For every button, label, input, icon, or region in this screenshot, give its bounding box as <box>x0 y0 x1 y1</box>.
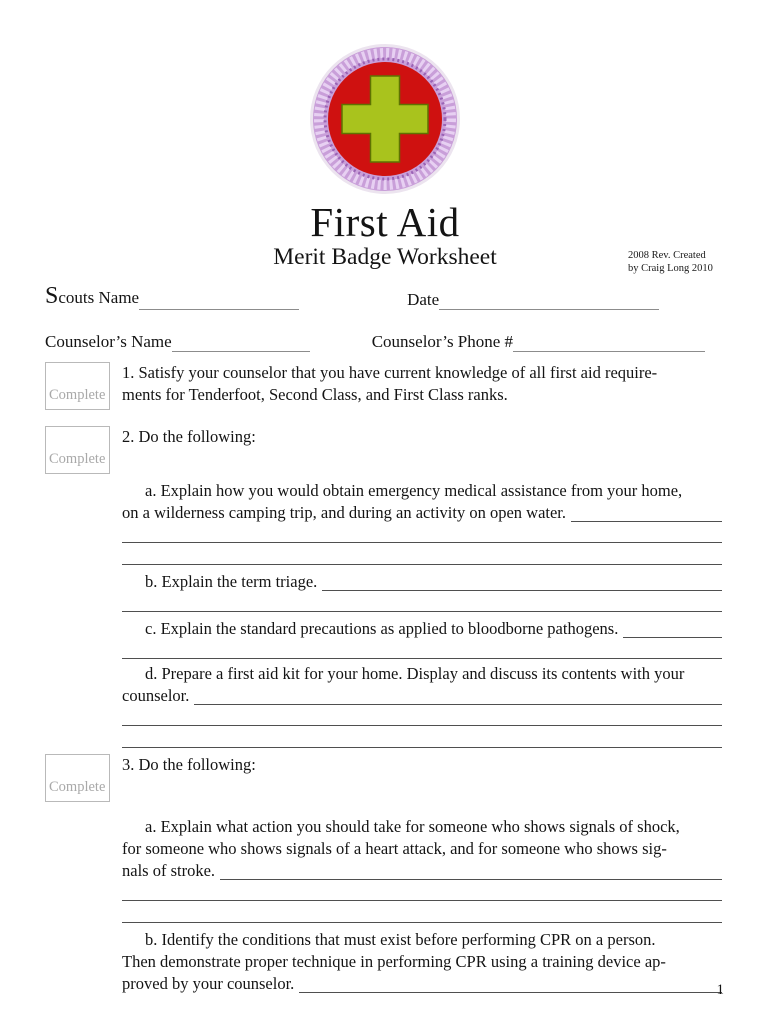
requirement-2a-text: on a wilderness camping trip, and during an activity on open water. <box>122 503 567 522</box>
requirement-3-row <box>45 754 722 802</box>
requirement-3a-text: nals of stroke. <box>122 861 216 880</box>
counselor-name-field[interactable] <box>172 331 310 352</box>
requirement-2-status <box>45 426 122 474</box>
answer-line[interactable] <box>322 571 722 591</box>
requirement-3b-line <box>122 973 722 995</box>
requirement-2d-text: counselor. <box>122 686 190 705</box>
requirement-3b-text: proved by your counselor. <box>122 974 295 993</box>
requirement-2b-text: b. Explain the term triage. <box>145 572 318 591</box>
complete-checkbox-req3[interactable] <box>45 754 110 802</box>
requirement-3a <box>122 816 722 923</box>
complete-label: Complete <box>49 451 106 467</box>
first-aid-badge-icon <box>309 40 461 198</box>
answer-line[interactable] <box>122 707 722 726</box>
answer-line[interactable] <box>220 860 722 880</box>
revision-note <box>628 249 713 275</box>
requirement-2-text <box>122 426 722 474</box>
complete-checkbox-req2[interactable] <box>45 426 110 474</box>
requirement-2d <box>122 663 722 748</box>
requirement-2d-line: d. Prepare a first aid kit for your home. Display and discuss its contents with your <box>145 664 685 683</box>
requirement-2-line: 2. Do the following: <box>122 427 256 446</box>
requirement-2a <box>122 480 722 565</box>
requirement-2d-line <box>122 685 722 707</box>
answer-line[interactable] <box>122 543 722 565</box>
counselor-info-row <box>45 328 722 352</box>
answer-line[interactable] <box>122 524 722 543</box>
answer-line[interactable] <box>122 640 722 659</box>
answer-line[interactable] <box>623 618 722 638</box>
requirement-3a-line: for someone who shows signals of a heart attack, and for someone who shows sig- <box>122 839 667 858</box>
answer-line[interactable] <box>122 882 722 901</box>
answer-line[interactable] <box>194 685 722 705</box>
revision-line-1: 2008 Rev. Created <box>628 250 706 261</box>
requirement-2a-line <box>122 502 722 524</box>
requirement-2a-line: a. Explain how you would obtain emergency medical assistance from your home, <box>145 481 683 500</box>
requirement-2c <box>122 618 722 659</box>
requirement-1-row <box>45 362 722 410</box>
answer-line[interactable] <box>299 973 722 993</box>
complete-label: Complete <box>49 387 106 403</box>
complete-checkbox-req1[interactable] <box>45 362 110 410</box>
requirement-3-line: 3. Do the following: <box>122 755 256 774</box>
date-label: Date <box>407 290 440 309</box>
requirement-2-row <box>45 426 722 474</box>
scout-name-label: Scouts Name <box>45 283 140 309</box>
requirement-3b-line: b. Identify the conditions that must exist before performing CPR on a person. <box>145 930 656 949</box>
page-number: 1 <box>716 982 724 998</box>
requirement-3a-line <box>122 860 722 882</box>
requirement-1-line: ments for Tenderfoot, Second Class, and First Class ranks. <box>122 385 508 404</box>
requirement-1-text <box>122 362 722 410</box>
page-subtitle: Merit Badge Worksheet <box>273 244 497 270</box>
requirement-3-status <box>45 754 122 802</box>
counselor-phone-field[interactable] <box>513 331 705 352</box>
scout-name-field[interactable] <box>139 289 299 310</box>
requirement-3-text <box>122 754 722 802</box>
date-field[interactable] <box>439 289 659 310</box>
requirement-2b <box>122 571 722 612</box>
answer-line[interactable] <box>122 726 722 748</box>
requirement-3b <box>122 929 722 995</box>
requirement-2c-line <box>122 618 722 640</box>
revision-line-2: by Craig Long 2010 <box>628 263 713 274</box>
counselor-phone-label: Counselor’s Phone # <box>371 332 514 351</box>
requirement-3a-line: a. Explain what action you should take for someone who shows signals of shock, <box>145 817 680 836</box>
answer-line[interactable] <box>122 593 722 612</box>
requirement-2b-line <box>122 571 722 593</box>
complete-label: Complete <box>49 779 106 795</box>
requirement-2c-text: c. Explain the standard precautions as applied to bloodborne pathogens. <box>145 619 619 638</box>
answer-line[interactable] <box>571 502 722 522</box>
answer-line[interactable] <box>122 901 722 923</box>
counselor-name-label: Counselor’s Name <box>45 332 172 351</box>
page-title: First Aid <box>310 199 460 245</box>
requirement-3b-line: Then demonstrate proper technique in performing CPR using a training device ap- <box>122 952 666 971</box>
requirement-1-status <box>45 362 122 410</box>
requirement-1-line: 1. Satisfy your counselor that you have current knowledge of all first aid require- <box>122 363 658 382</box>
scout-info-row <box>45 283 722 310</box>
